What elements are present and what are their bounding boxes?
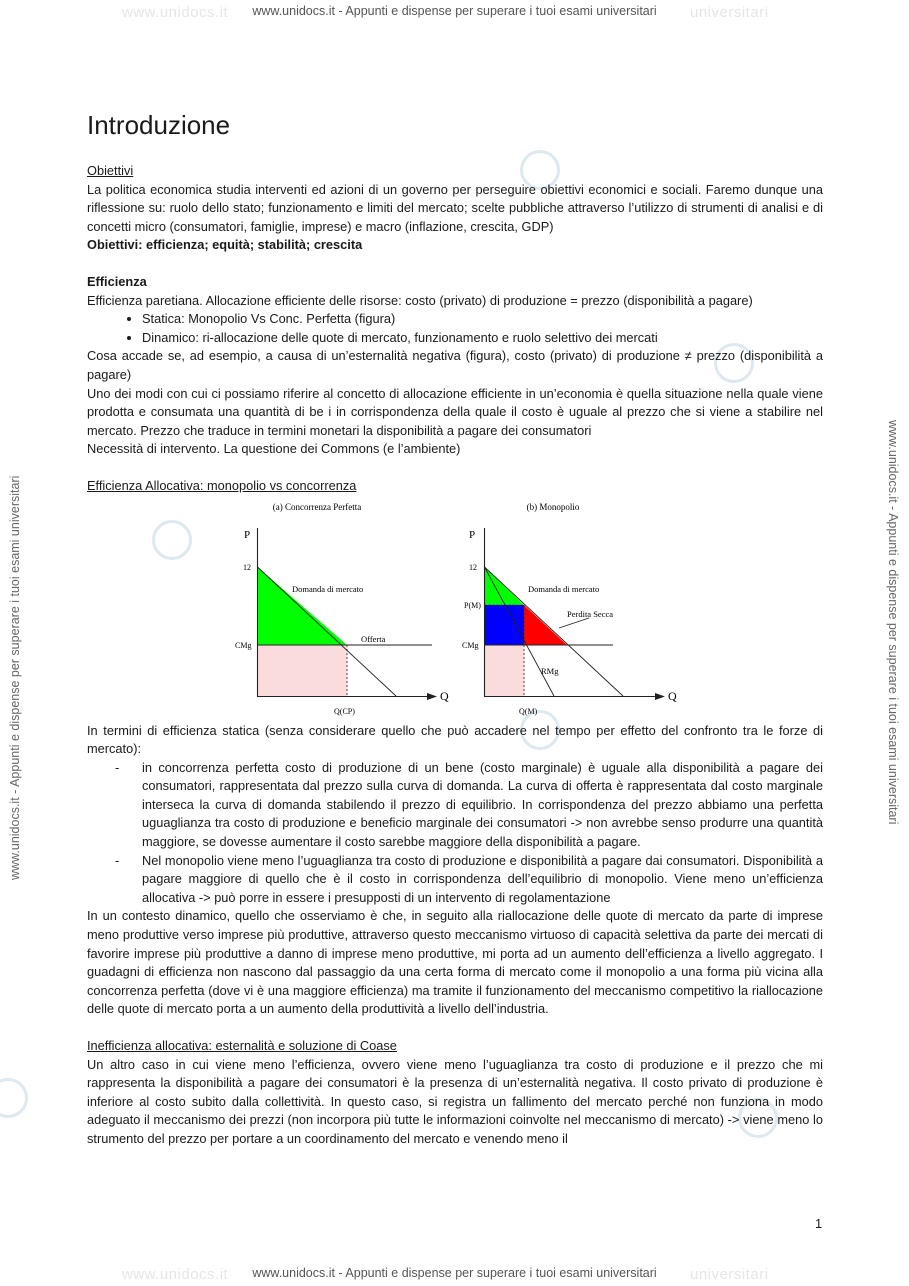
section-heading-allocativa: Efficienza Allocativa: monopolio vs concorrenza	[87, 477, 357, 493]
page-number: 1	[815, 1216, 823, 1231]
demand-label-left: Domanda di mercato	[292, 583, 364, 594]
paragraph-dinamico: In un contesto dinamico, quello che osserviamo è che, in seguito alla riallocazione delle quote di mercato da parte di imprese meno produttive verso imprese più produttive, attraverso questo meccanismo virtuoso di capacità selettiva da parte dei mercati di favorire imprese più produttive a danno di imprese meno produttive, mi porta ad un aumento dell’efficienza a livello aggregato. I guadagni di efficienza non nascono dal passaggio da una certa forma di mercato come il monopolio a una forma più vicina alla concorrenza perfetta (dove vi è una maggiore efficienza) ma tramite il funzionamento del meccanismo competitivo la riallocazione delle quote di mercato porta a un aumento della produttività a livello dell’industria.	[87, 908, 823, 1017]
arrow-icon	[655, 693, 665, 700]
cost-area-left	[258, 645, 348, 696]
demand-label-right: Domanda di mercato	[528, 583, 600, 594]
q-tick-left: Q(CP)	[334, 706, 355, 716]
consumer-surplus-left	[258, 567, 348, 645]
cost-area-right	[485, 645, 525, 696]
watermark-side-left: www.unidocs.it - Appunti e dispense per superare i tuoi esami universitari	[8, 475, 22, 880]
list-item: - in concorrenza perfetta costo di produzione di un bene (costo marginale) è uguale alla disponibilità a pagare dei consumatori, rappresentata dal prezzo sulla curva di domanda. La curva di offerta è rappresentata dal costo marginale interseca la curva di domanda stabilendo il prezzo di equilibrio. In corrispondenza del prezzo abbiamo una perfetta uguaglianza tra costo di produzione e beneficio marginale dei consumatori -> non avrebbe senso produrre una quantità maggiore, se dovesse aumentare il costo sarebbe maggiore della disponibilità a pagare.	[142, 759, 823, 852]
dash-list	[87, 759, 823, 908]
cost-tick-right: CMg	[462, 640, 479, 650]
objectives-line: Obiettivi: efficienza; equità; stabilità; crescita	[87, 237, 363, 253]
section-heading-efficienza: Efficienza	[87, 273, 147, 289]
watermark-ghost-top-left: www.unidocs.it	[122, 4, 229, 21]
monopoly-profit	[485, 605, 525, 645]
watermark-ghost-bottom-left: www.unidocs.it	[122, 1266, 229, 1283]
mr-label: RMg	[541, 665, 559, 676]
paragraph-esternalita: Cosa accade se, ad esempio, a causa di un’esternalità negativa (figura), costo (privato) di produzione ≠ prezzo (disponibilità a pagare)	[87, 348, 823, 382]
pm-tick: P(M)	[464, 600, 481, 610]
p-axis-label-left: P	[244, 528, 251, 541]
q-axis-label-left: Q	[440, 688, 449, 703]
list-item: • Statica: Monopolio Vs Conc. Perfetta (figura)	[142, 310, 823, 329]
p-axis-label-right: P	[469, 528, 476, 541]
cost-tick-left: CMg	[235, 640, 252, 650]
paragraph-obiettivi: La politica economica studia interventi ed azioni di un governo per perseguire obiettivi economici e sociali. Faremo dunque una riflessione su: ruolo dello stato; funzionamento e limiti del mercato; scelte pubbliche attraverso l’utilizzo di strumenti di analisi e di concetti micro (consumatori, famiglie, imprese) e macro (inflazione, crescita, GDP)	[87, 181, 823, 234]
q-tick-right: Q(M)	[519, 706, 538, 716]
panel-concorrenza	[235, 502, 449, 716]
supply-label-left: Offerta	[361, 633, 386, 644]
section-heading-obiettivi: Obiettivi	[87, 163, 134, 178]
paragraph-statica: In termini di efficienza statica (senza considerare quello che può accadere nel tempo per effetto del confronto tra le forze di mercato):	[87, 722, 823, 757]
watermark-side-right: www.unidocs.it - Appunti e dispense per superare i tuoi esami universitari	[886, 420, 900, 825]
price-tick-right: 12	[469, 562, 477, 572]
section-heading-inefficienza: Inefficienza allocativa: esternalità e soluzione di Coase	[87, 1038, 397, 1053]
figure-monopolio-concorrenza	[87, 496, 823, 722]
q-axis-label-right: Q	[668, 688, 677, 703]
list-item: • Dinamico: ri-allocazione delle quote di mercato, funzionamento e ruolo selettivo dei mercati	[142, 329, 823, 348]
bullet-list	[87, 310, 823, 347]
watermark-ghost-top-right: universitari	[690, 4, 769, 21]
panel-title-right: (b) Monopolio	[526, 501, 580, 512]
list-item: - Nel monopolio viene meno l’uguaglianza tra costo di produzione e disponibilità a pagare dai consumatori. Disponibilità a pagare maggiore di quello che è il costo in corrispondenza dell’equilibrio di monopolio. Viene meno un’efficienza allocativa -> può porre in essere i presupposti di un intervento di regolamentazione	[142, 852, 823, 908]
watermark-banner-top: www.unidocs.it - Appunti e dispense per superare i tuoi esami universitari	[252, 4, 657, 18]
page-title: Introduzione	[87, 110, 231, 140]
loss-pointer	[559, 618, 589, 628]
arrow-icon	[427, 693, 437, 700]
price-tick-left: 12	[243, 562, 251, 572]
watermark-banner-bottom: www.unidocs.it - Appunti e dispense per superare i tuoi esami universitari	[252, 1266, 657, 1280]
loss-label: Perdita Secca	[567, 608, 614, 619]
paragraph-inefficienza: Un altro caso in cui viene meno l’efficienza, ovvero viene meno l’uguaglianza tra costo di produzione e il prezzo che mi rappresenta la disponibilità a pagare dei consumatori è la presenza di un’esternalità negativa. Il costo privato di produzione è inferiore al costo subito dalla collettività. In questo caso, si registra un fallimento del mercato perché non funziona in modo adeguato il meccanismo dei prezzi (non incorpora più tutte le informazioni coinvolte nel meccanismo di mercato) -> viene meno lo strumento del prezzo per portare a un coordinamento del mercato e venendo meno il	[87, 1056, 823, 1146]
deadweight-loss	[524, 605, 567, 645]
paragraph-efficienza-paretiana: Efficienza paretiana. Allocazione efficiente delle risorse: costo (privato) di produzione = prezzo (disponibilità a pagare)	[87, 292, 753, 308]
watermark-ghost-bottom-right: universitari	[690, 1266, 769, 1283]
paragraph-allocazione: Uno dei modi con cui ci possiamo riferire al concetto di allocazione efficiente in un’economia è quella situazione nella quale viene prodotta e consumata una quantità di be i in corrispondenza della quale il costo è uguale al prezzo che si viene a stabilire nel mercato. Prezzo che traduce in termini monetari la disponibilità a pagare dei consumatori	[87, 385, 823, 438]
paragraph-intervento: Necessità di intervento. La questione dei Commons (e l’ambiente)	[87, 441, 461, 457]
panel-monopolio	[462, 502, 677, 716]
panel-title-left: (a) Concorrenza Perfetta	[272, 501, 362, 512]
figure-svg	[237, 496, 687, 722]
watermark-logo-icon	[0, 1078, 28, 1118]
document-body	[87, 108, 823, 1149]
